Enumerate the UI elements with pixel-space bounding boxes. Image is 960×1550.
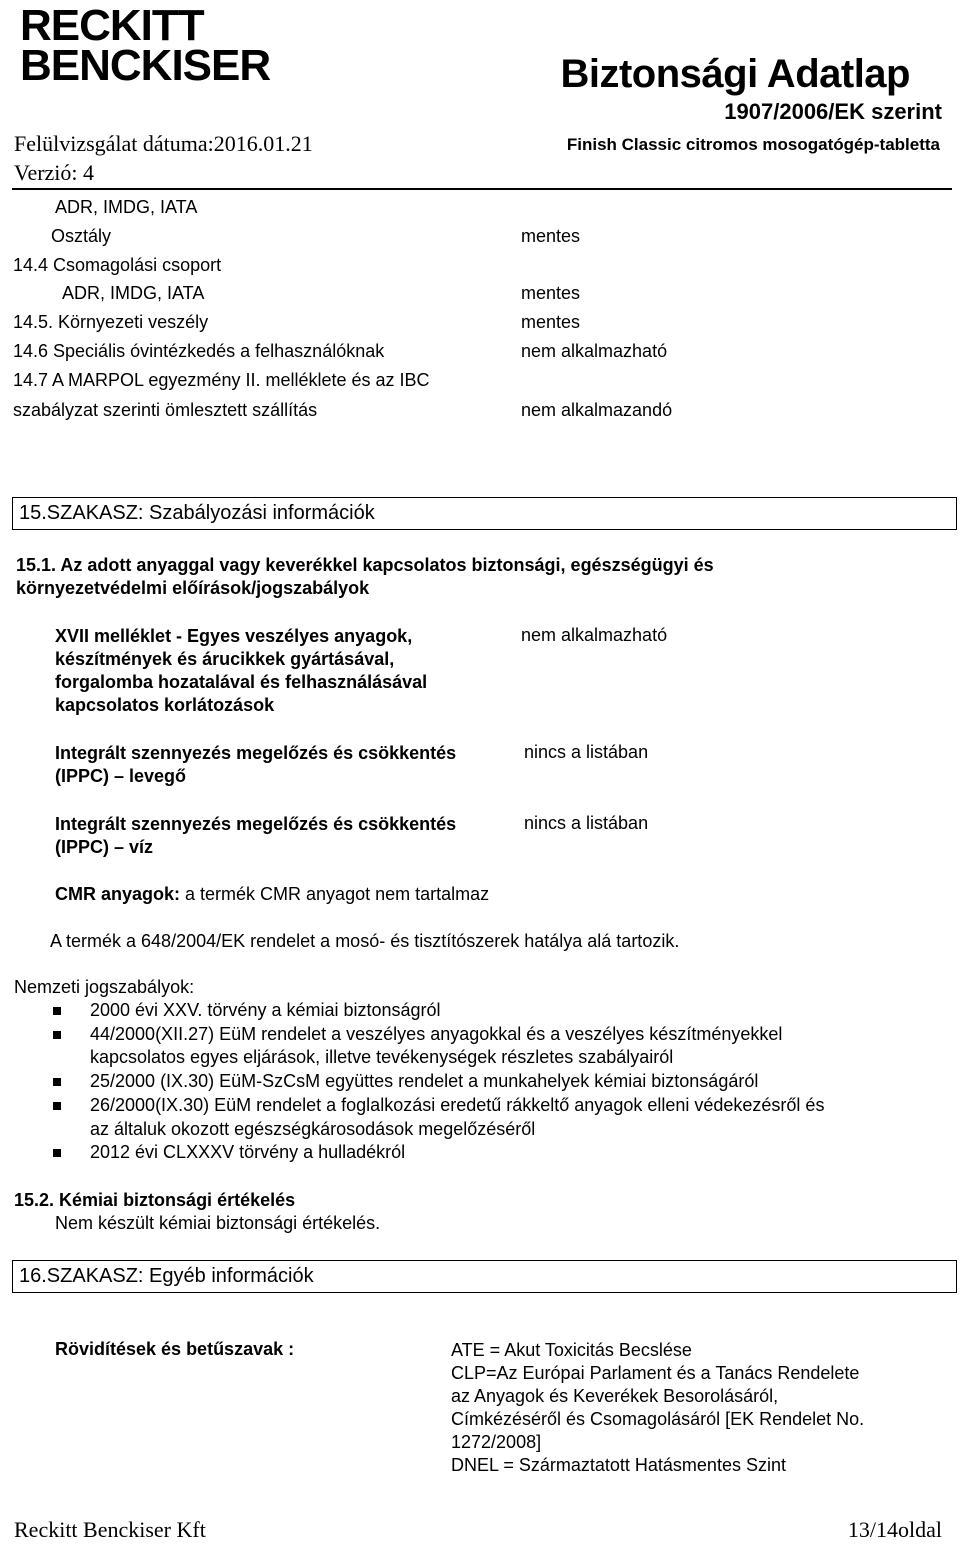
transport-label: szabályzat szerinti ömlesztett szállítás [13,400,318,420]
bullet [53,1149,61,1157]
bullet [53,1102,61,1110]
abbreviation-line: ATE = Akut Toxicitás Becslése [451,1340,692,1360]
abbreviation-line: Címkézéséről és Csomagolásáról [EK Rendelet No. [451,1409,865,1429]
header-divider [12,188,952,190]
transport-label: ADR, IMDG, IATA [55,197,198,217]
transport-label: 14.4 Csomagolási csoport [13,255,222,275]
abbreviations-label: Rövidítések és betűszavak : [55,1339,295,1359]
revision-date: Felülvizsgálat dátuma:2016.01.21 [14,131,313,156]
abbreviation-line: 1272/2008] [451,1432,542,1452]
law-item: 2012 évi CLXXXV törvény a hulladékról [90,1142,406,1162]
subsection-15-2-title: 15.2. Kémiai biztonsági értékelés [14,1190,296,1210]
logo-line-2: BENCKISER [20,41,271,90]
bullet [53,1078,61,1086]
transport-label: 14.5. Környezeti veszély [13,312,209,332]
logo-line-1: RECKITT [20,1,204,50]
transport-value: nem alkalmazandó [521,400,673,420]
annex-xvii-value: nem alkalmazható [521,625,668,645]
law-item: 25/2000 (IX.30) EüM-SzCsM együttes rendelet a munkahelyek kémiai biztonságáról [90,1071,759,1091]
transport-value: mentes [521,283,581,303]
cmr-text: a termék CMR anyagot nem tartalmaz [180,884,490,904]
annex-line: XVII melléklet - Egyes veszélyes anyagok, [55,626,413,646]
transport-value: nem alkalmazható [521,341,668,361]
detergent-regulation-note: A termék a 648/2004/EK rendelet a mosó- és tisztítószerek hatálya alá tartozik. [50,931,680,951]
abbreviation-line: az Anyagok és Keverékek Besorolásáról, [451,1386,779,1406]
law-item: 44/2000(XII.27) EüM rendelet a veszélyes anyagokkal és a veszélyes készítményekkel [90,1024,783,1044]
law-item: 26/2000(IX.30) EüM rendelet a foglalkozási eredetű rákkeltő anyagok elleni védekezésről és [90,1095,825,1115]
cmr-statement [55,884,489,905]
transport-value: mentes [521,312,581,332]
cmr-label: CMR anyagok: [55,884,181,904]
annex-line: készítmények és árucikkek gyártásával, [55,649,395,669]
annex-line: forgalomba hozatalával és felhasználásával [55,672,428,692]
subsection-15-1-title-cont: környezetvédelmi előírások/jogszabályok [16,578,370,598]
abbreviation-line: CLP=Az Európai Parlament és a Tanács Rendelete [451,1363,860,1383]
ippc-air-value: nincs a listában [524,742,649,762]
annex-line: kapcsolatos korlátozások [55,695,275,715]
transport-label: 14.7 A MARPOL egyezmény II. melléklete és az IBC [13,370,430,390]
transport-label: ADR, IMDG, IATA [62,283,205,303]
ippc-water-value: nincs a listában [524,813,649,833]
transport-label: 14.6 Speciális óvintézkedés a felhasználóknak [13,341,385,361]
section-16-heading: 16.SZAKASZ: Egyéb információk [12,1260,957,1293]
law-item: 2000 évi XXV. törvény a kémiai biztonságról [90,1000,441,1020]
annex-xvii-label [55,625,427,717]
bullet [53,1007,61,1015]
ippc-air-line: Integrált szennyezés megelőzés és csökkentés [55,743,457,763]
transport-value: mentes [521,226,581,246]
footer-company: Reckitt Benckiser Kft [14,1517,206,1542]
law-item-cont: kapcsolatos egyes eljárások, illetve tevékenységek részletes szabályairól [90,1047,674,1067]
section-15-heading: 15.SZAKASZ: Szabályozási információk [12,497,957,530]
ippc-air-line: (IPPC) – levegő [55,766,187,786]
national-legislation-heading: Nemzeti jogszabályok: [14,977,195,997]
subsection-15-2-text: Nem készült kémiai biztonsági értékelés. [55,1213,381,1233]
footer-page-number: 13/14oldal [847,1517,942,1542]
version: Verzió: 4 [14,160,95,185]
ippc-water-line: Integrált szennyezés megelőzés és csökkentés [55,814,457,834]
ippc-water-line: (IPPC) – víz [55,837,154,857]
document-title: Biztonsági Adatlap [560,52,910,96]
product-name: Finish Classic citromos mosogatógép-tabletta [566,135,940,154]
subsection-15-1-title: 15.1. Az adott anyaggal vagy keverékkel kapcsolatos biztonsági, egészségügyi és [16,555,714,575]
abbreviation-line: DNEL = Származtatott Hatásmentes Szint [451,1455,786,1475]
ippc-water-label [55,813,456,859]
transport-label: Osztály [51,226,112,246]
regulation-reference: 1907/2006/EK szerint [724,99,942,124]
law-item-cont: az általuk okozott egészségkárosodások megelőzéséről [90,1119,536,1139]
company-logo [20,1,271,90]
abbreviations-list [451,1339,864,1477]
ippc-air-label [55,742,456,788]
bullet [53,1031,61,1039]
